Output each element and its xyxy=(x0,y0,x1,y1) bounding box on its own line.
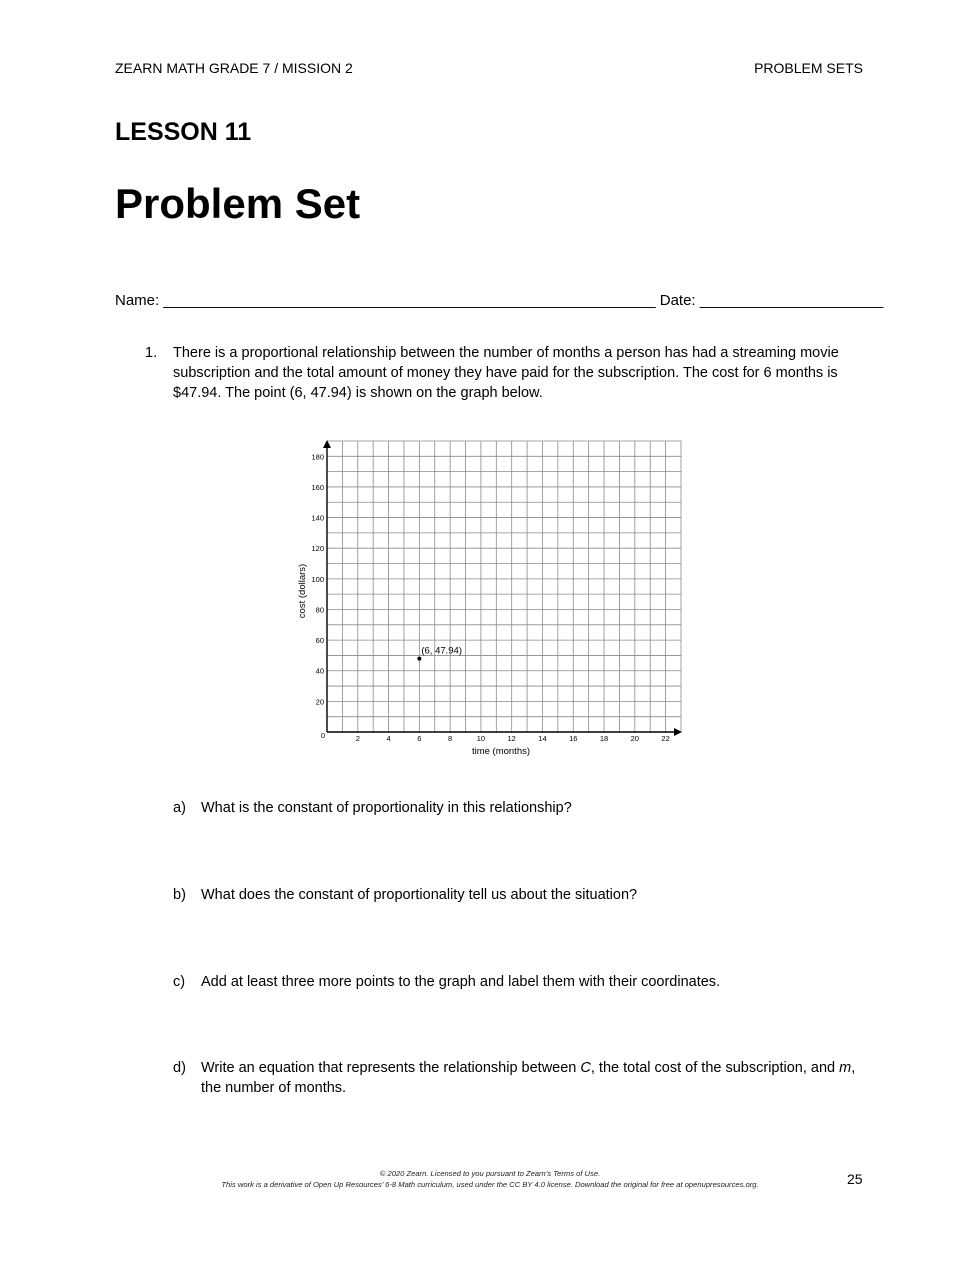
x-tick-label: 22 xyxy=(661,734,670,743)
date-label: Date: xyxy=(659,292,696,309)
data-point-label: (6, 47.94) xyxy=(421,645,463,657)
name-field[interactable]: ___________________________________________________________ xyxy=(163,292,656,309)
subq-c-text: Add at least three more points to the graph and label them with their coordinates. xyxy=(201,974,721,990)
footer xyxy=(150,1168,830,1190)
page-title: Problem Set xyxy=(115,180,361,227)
x-tick-label: 10 xyxy=(476,734,486,743)
variable-c: C xyxy=(580,1060,591,1076)
data-point xyxy=(417,657,421,661)
header-left: ZEARN MATH GRADE 7 / MISSION 2 xyxy=(115,60,353,76)
footer-line1: © 2020 Zearn. Licensed to you pursuant to Zearn’s Terms of Use. xyxy=(379,1169,601,1178)
subq-d-label: d) xyxy=(173,1060,186,1076)
x-tick-label: 18 xyxy=(599,734,609,743)
y-tick-label: 60 xyxy=(315,636,324,646)
origin-label: 0 xyxy=(320,731,326,740)
x-tick-label: 16 xyxy=(569,734,578,743)
proportional-graph xyxy=(290,436,690,764)
subq-d-part3: , the number of months. xyxy=(201,1060,856,1096)
name-date-row xyxy=(115,292,883,309)
y-tick-label: 160 xyxy=(311,482,324,492)
x-tick-label: 4 xyxy=(386,734,391,743)
y-tick-label: 180 xyxy=(311,452,324,462)
variable-m: m xyxy=(839,1060,852,1076)
y-axis-label: cost (dollars) xyxy=(297,563,308,619)
y-tick-label: 80 xyxy=(315,605,324,615)
date-field[interactable]: ______________________ xyxy=(699,292,884,309)
problem-number: 1. xyxy=(145,345,158,361)
y-tick-label: 100 xyxy=(311,574,324,584)
x-axis-label: time (months) xyxy=(471,746,531,757)
name-label: Name: xyxy=(115,292,160,309)
x-tick-label: 12 xyxy=(507,734,516,743)
y-tick-label: 20 xyxy=(315,697,324,707)
subq-a-label: a) xyxy=(173,800,186,816)
problem-text: There is a proportional relationship between the number of months a person has had a streaming movie subscription and the total amount of money they have paid for the subscription. The cost for 6 months is $47.94. The point (6, 47.94) is shown on the graph below. xyxy=(173,345,839,401)
subq-d-text xyxy=(201,1058,861,1098)
axes xyxy=(323,440,682,736)
y-tick-label: 140 xyxy=(311,513,324,523)
x-tick-label: 20 xyxy=(630,734,639,743)
subq-d-part1: Write an equation that represents the relationship between xyxy=(201,1060,581,1076)
footer-line2: This work is a derivative of Open Up Resources’ 6-8 Math curriculum, used under the CC BY 4.0 license. Download the original for free at openupresources.org. xyxy=(221,1180,759,1189)
lesson-label: LESSON 11 xyxy=(115,118,252,146)
page-number: 25 xyxy=(847,1171,863,1187)
x-tick-label: 14 xyxy=(538,734,547,743)
x-tick-label: 8 xyxy=(448,734,453,743)
data-points xyxy=(417,646,462,661)
header-right: PROBLEM SETS xyxy=(754,60,863,76)
grid-lines xyxy=(327,441,681,732)
y-tick-label: 120 xyxy=(311,544,324,554)
subq-a-text: What is the constant of proportionality in this relationship? xyxy=(201,800,572,816)
x-tick-label: 6 xyxy=(417,734,422,743)
subq-c-label: c) xyxy=(173,974,186,990)
subq-d-part2: , the total cost of the subscription, and xyxy=(590,1060,840,1076)
y-tick-label: 40 xyxy=(315,666,324,676)
subq-b-label: b) xyxy=(173,887,186,903)
subq-b-text: What does the constant of proportionality tell us about the situation? xyxy=(201,887,638,903)
x-tick-label: 2 xyxy=(355,734,360,743)
tick-labels xyxy=(311,452,669,743)
